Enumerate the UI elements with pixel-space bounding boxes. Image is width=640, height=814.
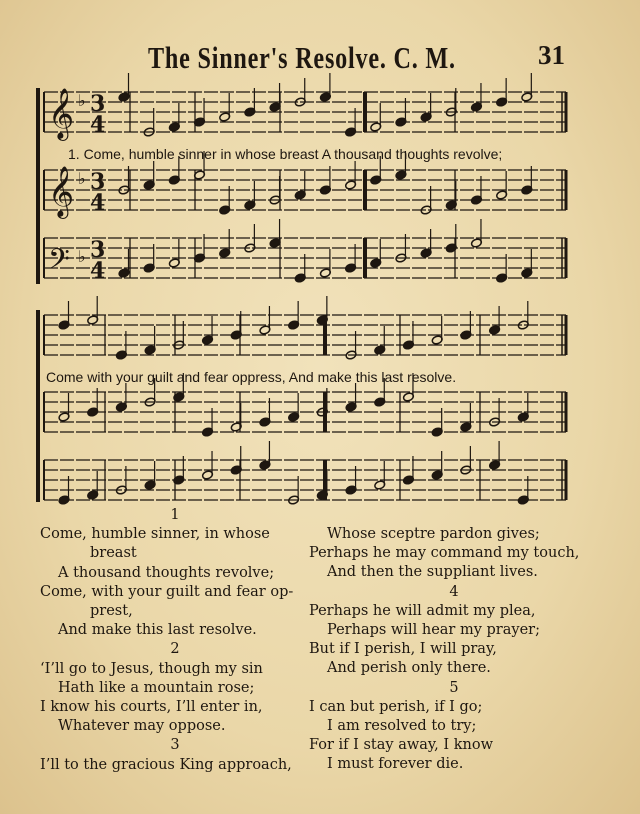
verse-number: 3	[170, 737, 180, 754]
verse-line: And perish only there.	[327, 660, 491, 677]
verse-line: ‘I’ll go to Jesus, though my sin	[40, 660, 263, 677]
verse-line: I am resolved to try;	[327, 718, 477, 735]
time-signature-top: 3	[90, 237, 106, 263]
lyric-line-2: Come with your guilt and fear oppress, And make this last resolve.	[46, 369, 457, 385]
verse-line: Whose sceptre pardon gives;	[327, 526, 540, 542]
verse-line: But if I perish, I will pray,	[309, 641, 497, 658]
verse-line: I know his courts, I’ll enter in,	[40, 699, 263, 716]
flat-icon: ♭	[78, 91, 86, 110]
verse-line: Whatever may oppose.	[58, 718, 226, 735]
time-signature-bottom: 4	[90, 258, 106, 284]
verse-line: Perhaps will hear my prayer;	[327, 622, 540, 639]
verses-right-column	[309, 506, 599, 775]
verse-number	[309, 506, 599, 525]
time-signature-top: 3	[90, 169, 106, 195]
verse-line: I must forever die.	[327, 756, 464, 773]
verses-left-column	[40, 506, 310, 775]
treble-clef-icon: 𝄞	[48, 166, 75, 217]
verse-number: 2	[170, 641, 180, 658]
verse-number: 4	[449, 583, 459, 600]
time-signature-bottom: 4	[90, 190, 106, 216]
verse-line: Come, humble sinner, in whose	[40, 526, 270, 543]
bass-clef-icon: 𝄢	[48, 243, 70, 283]
page-number: 31	[538, 40, 565, 70]
flat-icon: ♭	[78, 169, 86, 188]
verse-line: I’ll to the gracious King approach,	[40, 756, 292, 773]
lyric-line-1: 1. Come, humble sinner in whose breast A thousand thoughts revolve;	[68, 146, 503, 162]
treble-clef-icon: 𝄞	[48, 88, 75, 139]
verse-number: 5	[449, 679, 459, 696]
time-signature-bottom: 4	[90, 112, 106, 138]
verse-line: And then the suppliant lives.	[327, 564, 538, 581]
verse-line: Perhaps he may command my touch,	[309, 545, 580, 562]
flat-icon: ♭	[78, 247, 86, 266]
verse-line: A thousand thoughts revolve;	[58, 564, 275, 581]
verse-number: 1	[170, 507, 180, 523]
verse-line: And make this last resolve.	[58, 622, 257, 639]
verse-line: prest,	[90, 603, 133, 620]
time-signature-top: 3	[90, 91, 106, 117]
verse-line: For if I stay away, I know	[309, 737, 493, 754]
verse-line: Perhaps he will admit my plea,	[309, 602, 536, 619]
hymn-title: The Sinner's Resolve. C. M.	[148, 40, 456, 75]
verse-line: I can but perish, if I go;	[309, 698, 483, 715]
verse-line: Come, with your guilt and fear op-	[40, 583, 294, 600]
verse-line: Hath like a mountain rose;	[58, 679, 255, 696]
verse-line: breast	[90, 545, 137, 562]
